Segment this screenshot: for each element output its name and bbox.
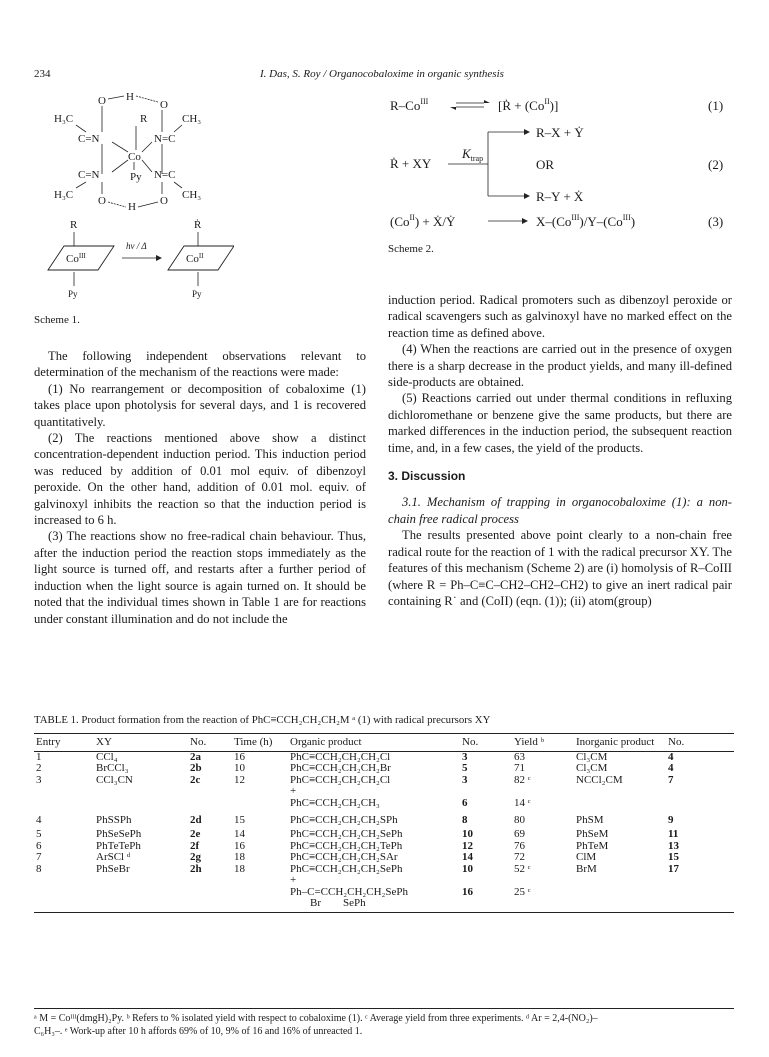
page-number: 234: [34, 68, 51, 80]
cell-entry: 3: [36, 773, 42, 786]
composite-product-substituents: [290, 898, 458, 910]
eq1-number: (1): [708, 98, 724, 113]
composite-product-main: Ph–C=CCH₂CH₂CH₂SePh: [290, 885, 408, 898]
table-row: [34, 775, 734, 787]
branch-top-product: R–X + Ẏ: [536, 125, 584, 140]
right-column-text: [388, 292, 732, 609]
cell-product: PhC≡CCH₂CH₂CH₂SePh: [290, 828, 403, 840]
cell-ino: 17: [668, 862, 679, 875]
scheme1-r-axial: R: [140, 113, 148, 125]
cell-entry: 5: [36, 828, 42, 840]
cell-xy: CCl₄: [96, 750, 118, 763]
cell-pno: 3: [462, 773, 468, 786]
cell-product: PhC≡CCH₂CH₂CH₂Cl: [290, 750, 391, 763]
table-row: [34, 887, 734, 910]
paragraph-observation-3: (3) The reactions show no free-radical chain behaviour. Thus, after the induction period the reaction stops immediately as the light source is turned off, and restarts after a further period of induction when the light source is again turned on. It should be noted that the individual times shown in Table 1 are for reactions under constant illumination and do not include the: [34, 529, 366, 626]
col-time: Time (h): [232, 734, 288, 752]
scheme1-h-bottom: H: [128, 201, 136, 213]
cell-xy: PhSSPh: [96, 814, 132, 826]
substituent-br: Br: [310, 897, 321, 909]
scheme1-o-top-left: O: [98, 95, 106, 107]
cell-no: [188, 786, 232, 798]
scheme1-h3c-bottom: H₃C: [54, 189, 74, 201]
cell-product: PhC≡CCH₂CH₂CH₂Br: [290, 762, 391, 774]
paragraph-discussion: The results presented above point clearly to a non-chain free radical route for the reaction of 1 with the radical precursor XY. The features of this mechanism (Scheme 2) are (i) homolysis of R–CoIII (where R = Ph–C≡C–CH2–CH2–CH2) to give an inert radical pair containing R˙ and (CoII) (eqn. (1)); (ii) atom(group): [388, 528, 732, 608]
cell-yield: [512, 875, 574, 887]
cell-time: 16: [234, 839, 245, 852]
cell-time: 18: [234, 851, 245, 863]
cell-entry: [34, 786, 94, 798]
scheme1-condition: hν / Δ: [126, 241, 147, 251]
cell-inorg: [574, 786, 666, 798]
scheme1-h-top: H: [126, 91, 134, 103]
paragraph-observation-5: (5) Reactions carried out under thermal conditions in refluxing dichloromethane or benzene give the same products, but there are marked differences in the induction period, the subsequent reaction time, and, in a few cases, the yield of the products.: [388, 391, 732, 455]
paragraph-observation-1: (1) No rearrangement or decomposition of cobaloxime (1) takes place upon photolysis for several days, and 1 is recovered quantitatively.: [34, 381, 366, 429]
cell-no: 2a: [190, 750, 201, 763]
paragraph-observations-intro: The following independent observations relevant to determination of the mechanism of the reactions were made:: [34, 349, 366, 380]
eq3-right: $X-(Co^{III})/Y-(Co^{III})$: [536, 213, 636, 229]
eq1-left: $R-Co^{III}$: [390, 97, 429, 113]
cell-entry: [34, 798, 94, 810]
footnote-line-2: C₆H₃–. ᵉ Work-up after 10 h affords 69% of 10, 9% of 16 and 16% of unreacted 1.: [34, 1026, 363, 1037]
scheme-1-structure: [34, 90, 234, 300]
cell-pno: 12: [462, 839, 473, 852]
scheme1-co-left: $Co^{III}$: [66, 252, 86, 265]
scheme1-o-top-right: O: [160, 99, 168, 111]
table-header-row: [34, 734, 734, 752]
cell-empty: [34, 887, 94, 910]
cell-empty: [188, 887, 232, 910]
cell-product: +: [290, 785, 297, 797]
cell-yield: 76: [514, 839, 525, 852]
trap-reactants: Ṙ + XY: [390, 156, 432, 171]
cell-inorg: PhTeM: [576, 839, 609, 852]
table-row: [34, 864, 734, 876]
cell-ino: 4: [668, 750, 674, 763]
cell-yield: 72: [514, 851, 525, 863]
cell-inorg: PhSM: [576, 814, 604, 826]
cell-no: [188, 875, 232, 887]
paragraph-observation-4: (4) When the reactions are carried out in the presence of oxygen there is a sharp decrease in the product yields, and many ill-defined side-products are obtained.: [388, 342, 732, 390]
section-heading-discussion: 3. Discussion: [388, 469, 466, 484]
scheme1-py-axial: Py: [130, 171, 142, 183]
cell-inorg: PhSeM: [576, 828, 609, 840]
cell-entry: [34, 875, 94, 887]
scheme-2-equations: [388, 92, 734, 234]
table-row: [34, 798, 734, 810]
cell-no: 2h: [190, 862, 202, 875]
scheme1-r-left: R: [70, 219, 78, 231]
cell-time: 12: [234, 773, 245, 786]
cell-inorg: ClM: [576, 851, 597, 863]
cell-ino: 11: [668, 828, 679, 840]
cell-product: [288, 887, 460, 910]
cell-inorg: [574, 875, 666, 887]
cell-yield: 52 ᶜ: [514, 862, 531, 875]
paragraph-continuation: induction period. Radical promoters such as dibenzoyl peroxide or radical scavengers such as galvinoxyl have no marked effect on the reaction time as defined above.: [388, 293, 732, 340]
cell-yield: 25 ᶜ: [514, 885, 531, 898]
col-product-no: No.: [460, 734, 512, 752]
cell-entry: 6: [36, 839, 42, 852]
scheme1-o-bottom-left: O: [98, 195, 106, 207]
cell-inorg: BrM: [576, 862, 597, 875]
scheme1-h3c-top: H₃C: [54, 113, 74, 125]
cell-inorg: Cl₃CM: [576, 750, 608, 763]
cell-no: 2g: [190, 851, 201, 863]
table-1-caption: TABLE 1. Product formation from the reaction of PhC≡CCH₂CH₂CH₂M ᵃ (1) with radical precursors XY: [34, 714, 491, 726]
cell-pno: [460, 786, 512, 798]
left-column-text: [34, 348, 366, 627]
cell-no: 2f: [190, 839, 200, 852]
cell-no: 2d: [190, 814, 202, 826]
subsection-heading-mechanism: 3.1. Mechanism of trapping in organocobaloxime (1): a non-chain free radical process: [388, 495, 732, 526]
cell-yield: 69: [514, 828, 525, 840]
cell-ino: 4: [668, 762, 674, 774]
cell-inorg: Cl₃CM: [576, 762, 608, 774]
col-inorganic-product: Inorganic product: [574, 734, 666, 752]
table-row: [34, 852, 734, 864]
cell-entry: 7: [36, 851, 42, 863]
table-row: [34, 763, 734, 775]
cell-time: 10: [234, 762, 245, 774]
cell-pno: 3: [462, 750, 468, 763]
cell-pno: 6: [462, 796, 468, 809]
cell-pno: 10: [462, 828, 473, 840]
scheme1-o-bottom-right: O: [160, 195, 168, 207]
col-inorganic-no: No.: [666, 734, 734, 752]
k-trap: $K_{trap}$: [462, 146, 484, 163]
cell-xy: PhSeSePh: [96, 828, 142, 840]
cell-yield: 71: [514, 762, 525, 774]
cell-xy: [94, 786, 188, 798]
cell-xy: ArSCl ᵈ: [96, 851, 131, 863]
scheme1-r-radical-right: Ṙ: [194, 219, 202, 231]
table-row: [34, 786, 734, 798]
scheme1-c-eq-n-left: C=N: [78, 133, 100, 145]
cell-yield: [512, 786, 574, 798]
cell-pno: 14: [462, 851, 473, 863]
scheme1-ch3-top: CH₃: [182, 113, 202, 125]
eq3-left: $(Co^{II})$ + Ẋ/Ẏ: [390, 213, 456, 229]
cell-product: +: [290, 874, 297, 886]
cell-pno: 16: [462, 885, 473, 898]
table-row: [34, 809, 734, 829]
cell-no: 2c: [190, 773, 201, 786]
scheme1-ch3-bottom: CH₃: [182, 189, 202, 201]
cell-ino: [666, 786, 734, 798]
cell-time: 18: [234, 862, 245, 875]
cell-empty: [94, 887, 188, 910]
scheme1-n-eq-c-right: N=C: [154, 133, 176, 145]
cell-time: [232, 875, 288, 887]
table-row: [34, 829, 734, 841]
cell-entry: 2: [36, 762, 42, 774]
cell-empty: [574, 887, 666, 910]
cell-no: 2b: [190, 762, 202, 774]
cell-ino: 15: [668, 851, 679, 863]
substituent-seph: SePh: [343, 897, 366, 909]
scheme1-py-right: Py: [192, 289, 202, 299]
table-footnote: [34, 1008, 734, 1038]
scheme1-co-right: $Co^{II}$: [186, 252, 204, 265]
cell-no: 2e: [190, 828, 201, 840]
cell-xy: [94, 875, 188, 887]
cell-time: 15: [234, 814, 245, 826]
table-bottom-rule: [34, 910, 734, 913]
cell-entry: 8: [36, 862, 42, 875]
cell-ino: 9: [668, 814, 674, 826]
cell-xy: BrCCl₃: [96, 762, 129, 774]
cell-xy: PhSeBr: [96, 862, 130, 875]
cell-product: PhC≡CCH₂CH₂CH₂Cl: [290, 773, 391, 786]
cell-product: PhC≡CCH₂CH₂CH₂SAr: [290, 851, 398, 863]
cell-time: [232, 798, 288, 810]
cell-no: [188, 798, 232, 810]
table-row: [34, 875, 734, 887]
cell-ino: 13: [668, 839, 679, 852]
eq1-right: [Ṙ + $(Co^{II})$]: [498, 97, 559, 113]
cell-empty: [666, 887, 734, 910]
cell-pno: 8: [462, 814, 468, 826]
cell-yield: 63: [514, 750, 525, 763]
col-yield: Yield ᵇ: [512, 734, 574, 752]
cell-time: [232, 786, 288, 798]
cell-inorg: NCCl₂CM: [576, 773, 623, 786]
cell-yield: 82 ᶜ: [514, 773, 531, 786]
eq2-number: (2): [708, 157, 724, 172]
cell-yield: 80: [514, 814, 525, 826]
scheme1-py-left: Py: [68, 289, 78, 299]
scheme1-c-eq-n-lower-left: C=N: [78, 169, 100, 181]
cell-xy: CCl₃CN: [96, 773, 133, 786]
cell-time: 14: [234, 828, 245, 840]
cell-pno: [460, 875, 512, 887]
cell-xy: [94, 798, 188, 810]
col-no: No.: [188, 734, 232, 752]
col-entry: Entry: [34, 734, 94, 752]
cell-entry: 1: [36, 750, 42, 763]
branch-or: OR: [536, 157, 555, 172]
cell-product: PhC≡CCH₂CH₂CH₂TePh: [290, 839, 403, 852]
cell-xy: PhTeTePh: [96, 839, 141, 852]
scheme1-co-center: Co: [128, 151, 141, 163]
table-body: [34, 751, 734, 912]
cell-empty: [232, 887, 288, 910]
rule-cell: [34, 910, 734, 913]
cell-pno: 5: [462, 762, 468, 774]
cell-yield: 14 ᶜ: [514, 796, 531, 809]
cell-ino: [666, 798, 734, 810]
cell-pno: 10: [462, 862, 473, 875]
cell-entry: 4: [36, 814, 42, 826]
cell-product: PhC≡CCH₂CH₂CH₂SPh: [290, 814, 398, 826]
cell-time: 16: [234, 750, 245, 763]
product-table: [34, 733, 734, 913]
scheme-1-caption: Scheme 1.: [34, 314, 80, 326]
branch-bottom-product: R–Y + Ẋ: [536, 189, 584, 204]
cell-inorg: [574, 798, 666, 810]
cell-product: PhC≡CCH₂CH₂CH₃: [290, 796, 380, 809]
running-head: I. Das, S. Roy / Organocobaloxime in organic synthesis: [260, 68, 504, 80]
scheme1-n-eq-c-lower-right: N=C: [154, 169, 176, 181]
footnote-line-1: ᵃ M = Coᴵᴵᴵ(dmgH)₂Py. ᵇ Refers to % isolated yield with respect to cobaloxime (1). ᶜ Average yield from three experiments. ᵈ Ar = 2,4-(NO₂)–: [34, 1013, 598, 1024]
cell-product: PhC≡CCH₂CH₂CH₂SePh: [290, 862, 403, 875]
cell-ino: 7: [668, 773, 674, 786]
paragraph-observation-2: (2) The reactions mentioned above show a distinct concentration-dependent induction period. This induction period was reduced by addition of 0.01 mol equiv. of dibenzoyl peroxide. On the other hand, addition of 0.01 mol. equiv. of galvinoxyl inhibits the reaction so that the induction period is increased to 6 h.: [34, 431, 366, 528]
col-xy: XY: [94, 734, 188, 752]
eq3-number: (3): [708, 214, 724, 229]
cell-ino: [666, 875, 734, 887]
scheme-2-caption: Scheme 2.: [388, 243, 434, 255]
col-organic-product: Organic product: [288, 734, 460, 752]
